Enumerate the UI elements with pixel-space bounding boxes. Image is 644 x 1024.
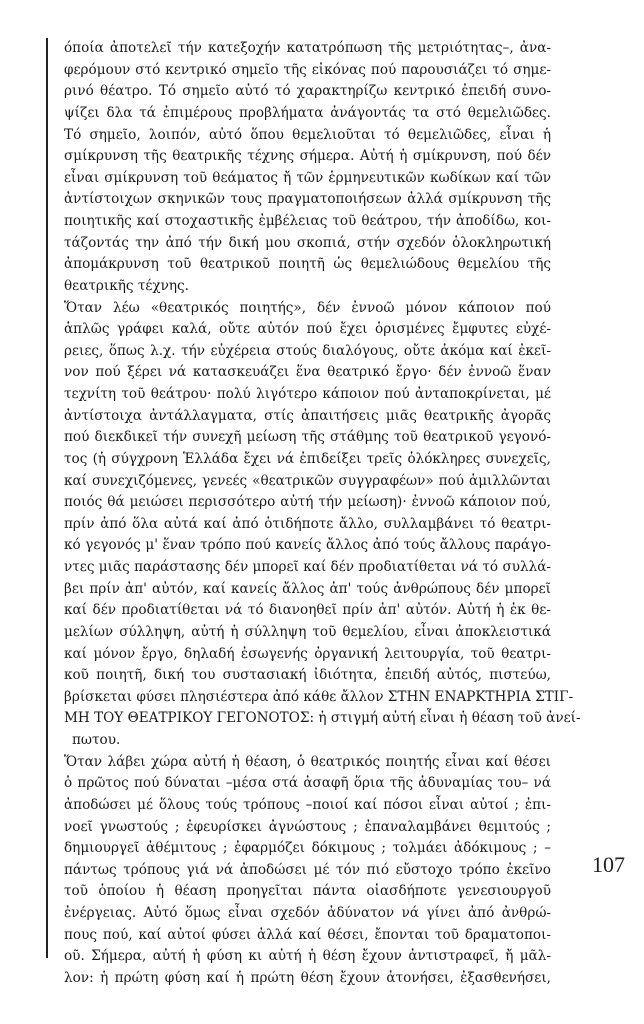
- text-line: Τό σημεῖο, λοιπόν, αὐτό ὅπου θεμελιοῦται τό θεμελιῶδες, εἶναι ἡ: [64, 126, 551, 143]
- margin-rule: [46, 38, 48, 958]
- text-line: βει πρίν ἀπ' αὐτόν, καί κανείς ἄλλος ἀπ' τούς ἀνθρώπους δέν μπορεῖ: [64, 580, 551, 597]
- text-line: τάζοντάς την ἀπό τήν δική μου σκοπιά, στήν σχεδόν ὁλοκληρωτική: [64, 234, 551, 251]
- text-line: ρινό θέατρο. Τό σημεῖο αὐτό τό χαρακτηρίζω κεντρικό ἐπειδή συνο-: [64, 83, 551, 100]
- text-line: ἀντίστοιχων σκηνικῶν τους πραγματοποιήσεων ἀλλά σμίκρυνση τῆς: [64, 191, 551, 208]
- text-line: ὁ πρῶτος πού δύναται –μέσα στά ἀσαφῆ ὅρια τῆς ἀδυναμίας του– νά: [64, 775, 551, 792]
- text-line: όποία ἀποτελεῖ τήν κατεξοχήν κατατρόπωση τῆς μετριότητας–, ἀνα-: [64, 40, 551, 56]
- text-line: οῦ. Σήμερα, αὐτή ἡ φύση κι αὐτή ἡ θέση ἔχουν ἀντιστραφεῖ, ἤ μᾶλ-: [64, 948, 551, 965]
- text-line: ποιός θά μειώσει περισσότερο αὐτή τήν μείωση)· ἐννοῶ κάποιον πού,: [64, 494, 551, 511]
- text-line: πού διεκδικεῖ τήν συνεχῆ μείωση τῆς στάθμης τοῦ θεατρικοῦ γεγονό-: [64, 429, 551, 446]
- text-line: πωτου.: [72, 732, 121, 748]
- text-line: ἀπομάκρυνση τοῦ θεατρικοῦ ποιητῆ ὡς θεμελιώδους θεμελίου τῆς: [64, 256, 551, 273]
- text-line: εἶναι σμίκρυνση τοῦ θεάματος ἤ τῶν ἑρμηνευτικῶν κωδίκων καί τῶν: [64, 169, 551, 186]
- text-line: ἐνέργειας. Αὐτό ὅμως εἶναι σχεδόν ἀδύνατον νά γίνει ἀπό ἀνθρώ-: [64, 905, 551, 921]
- text-line: βρίσκεται φύσει πλησιέστερα ἀπό κάθε ἄλλον ΣΤΗΝ ΕΝΑΡΚΤΗΡΙΑ ΣΤΙΓ-: [64, 688, 574, 705]
- text-line: ποιητικῆς καί στοχαστικῆς ἐμβέλειας τοῦ θεάτρου, τήν ἀποδίδω, κοι-: [64, 213, 551, 229]
- text-line: σμίκρυνση τῆς θεατρικῆς τέχνης σήμερα. Αὐτή ἡ σμίκρυνση, πού δέν: [64, 148, 551, 165]
- text-line: καί μόνον ἔργο, δηλαδή ἐσωγενής ὀργανική λειτουργία, τοῦ θεατρι-: [64, 645, 551, 662]
- text-line: κοῦ ποιητῆ, δική του συστασιακή ἰδιότητα, ἐπειδή αὐτός, πιστεύω,: [64, 667, 551, 684]
- text-line: τοῦ ὁποίου ἡ θέαση προηγεῖται πάντα οἱασδήποτε γενεσιουργοῦ: [64, 883, 551, 900]
- text-line: Ὅταν λέω «θεατρικός ποιητής», δέν ἐννοῶ μόνον κάποιον πού: [64, 299, 551, 316]
- text-line: λον: ἡ πρώτη φύση καί ἡ πρώτη θέση ἔχουν ἀτονήσει, ἐξασθενήσει,: [64, 969, 551, 986]
- text-line: θεατρικῆς τέχνης.: [64, 277, 189, 294]
- body-text: [64, 38, 581, 990]
- text-line: καί δέν προδιατίθεται νά τό διανοηθεῖ πρίν ἀπ' αὐτόν. Αὐτή ἡ ἐκ θε-: [64, 602, 551, 619]
- text-line: δημιουργεῖ ἀθέμιτους ; ἐφαρμόζει δόκιμους ; τολμάει ἀδόκιμους ; –: [64, 840, 551, 857]
- text-line: πάντως τρόπους γιά νά ἀποδώσει μέ τόν πιό εὔστοχο τρόπο ἐκεῖνο: [64, 861, 551, 878]
- text-line: φερόμουν στό κεντρικό σημεῖο τῆς εἰκόνας πού παρουσιάζει τό σημε-: [64, 61, 551, 78]
- text-line: τεχνίτη τοῦ θεάτρου· πολύ λιγότερο κάποιον πού ἀνταποκρίνεται, μέ: [64, 386, 551, 402]
- text-line: ντες μιᾶς παράστασης δέν μπορεῖ καί δέν προδιατίθεται νά τό συλλά-: [64, 559, 551, 575]
- text-line: κό γεγονός μ' ἕναν τρόπο πού κανείς ἄλλος ἀπό τούς ἄλλους παράγο-: [64, 537, 551, 554]
- text-line: ἀποδώσει μέ ὅλους τούς τρόπους –ποιοί καί πόσοι εἶναι αὐτοί ; ἐπι-: [64, 796, 551, 813]
- text-line: νον πού ξέρει νά κατασκευάζει ἕνα θεατρικό ἔργο· δέν ἐννοῶ ἕναν: [64, 364, 551, 381]
- page-number: 107: [592, 852, 625, 877]
- text-line: ψίζει δλα τά ἐπιμέρους προβλήματα ἀνάγοντάς τα στό θεμελιῶδες.: [64, 104, 551, 121]
- text-line: μελίων σύλληψη, αὐτή ἡ σύλληψη τοῦ θεμελίου, εἶναι ἀποκλειστικά: [64, 623, 551, 640]
- text-line: ρειες, ὅπως λ.χ. τήν εὐχέρεια στούς διαλόγους, οὔτε ἀκόμα καί ἐκεῖ-: [64, 342, 551, 359]
- text-line: ΜΗ ΤΟΥ ΘΕΑΤΡΙΚΟΥ ΓΕΓΟΝΟΤΟΣ: ἡ στιγμή αὐτή εἶναι ἡ θέαση τοῦ ἀνεί-: [64, 710, 581, 727]
- text-line: τος (ἡ σύγχρονη Ἑλλάδα ἔχει νά ἐπιδείξει τρεῖς ὁλόκληρες συνεχεῖς,: [64, 450, 551, 467]
- text-line: πους πού, καί αὐτοί φύσει ἀλλά καί θέσει, ἔπονται τοῦ δραματοποι-: [64, 926, 551, 943]
- text-line: πρίν ἀπό ὅλα αὐτά καί ἀπό ὁτιδήποτε ἄλλο, συλλαμβάνει τό θεατρι-: [64, 515, 551, 532]
- text-line: καί συνεχιζόμενες, γενεές «θεατρικῶν συγγραφέων» πού ἁμιλλῶνται: [64, 472, 551, 489]
- text-line: ἀντίστοιχα ἀντάλλαγματα, στίς ἀπαιτήσεις μιᾶς θεατρικῆς ἀγορᾶς: [64, 407, 551, 424]
- text-line: νοεῖ γνωστούς ; ἐφευρίσκει ἀγνώστους ; ἐπαναλαμβάνει θεμιτούς ;: [64, 818, 551, 835]
- text-line: ἁπλῶς γράφει καλά, οὔτε αὐτόν πού ἔχει ὁρισμένες ἔμφυτες εὐχέ-: [64, 321, 551, 338]
- text-line: Ὅταν λάβει χώρα αὐτή ἡ θέαση, ὁ θεατρικός ποιητής εἶναι καί θέσει: [64, 753, 551, 770]
